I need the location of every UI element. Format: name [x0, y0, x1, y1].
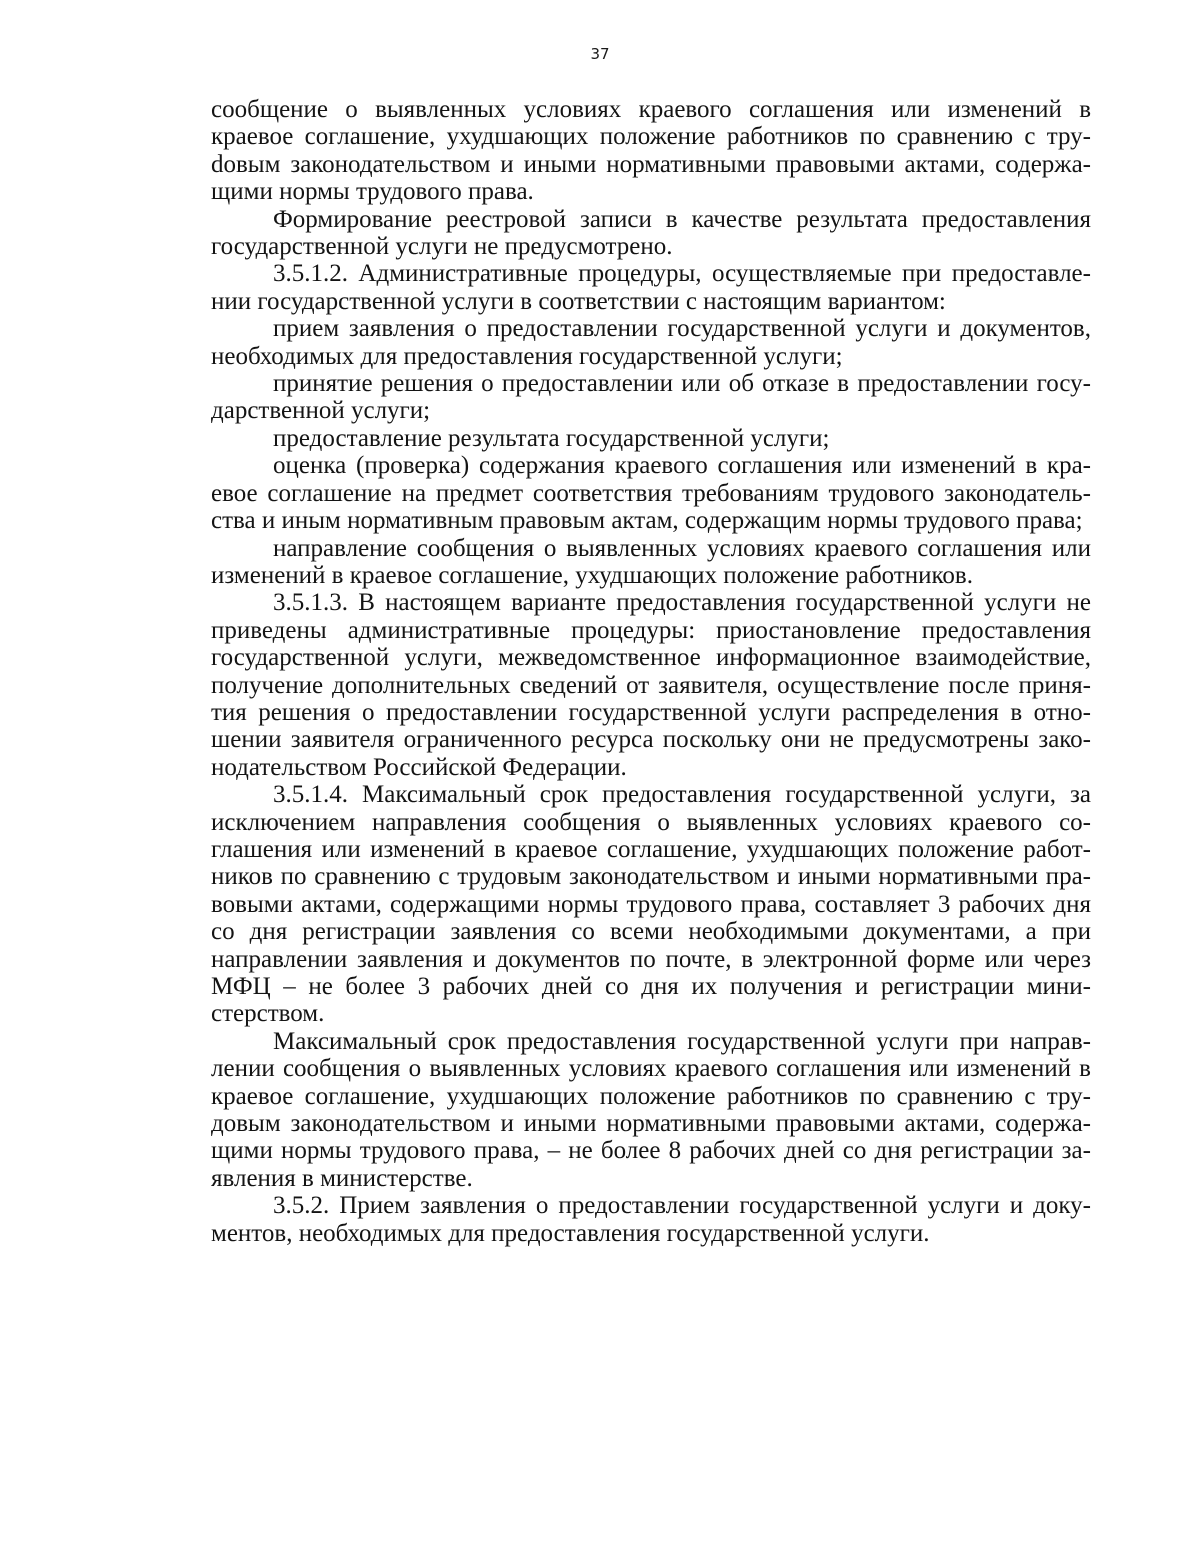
- list-item-application-intake: прием заявления о предоставлении государственной услуги и документов, необходимых для предоставления государственной услуги;: [211, 315, 1091, 370]
- paragraph-max-term: Максимальный срок предоставления государственной услуги при направлении сообщения о выявленных условиях краевого соглашения или изменений в краевое соглашение, ухудшающих положение работников по сравнению с трудовым законодательством и иными нормативными правовыми актами, содержащими нормы трудового права, – не более 8 рабочих дней со дня регистрации заявления в министерстве.: [211, 1027, 1091, 1192]
- paragraph-3-5-1-3: 3.5.1.3. В настоящем варианте предоставления государственной услуги не приведены административные процедуры: приостановление предоставления государственной услуги, межведомственное информационное взаимодействие, получение дополнительных сведений от заявителя, осуществление после принятия решения о предоставлении государственной услуги распределения в отношении заявителя ограниченного ресурса поскольку они не предусмотрены законодательством Российской Федерации.: [211, 589, 1091, 781]
- page-number: 37: [590, 45, 610, 63]
- list-item-assessment: оценка (проверка) содержания краевого соглашения или изменений в краевое соглашение на предмет соответствия требованиям трудового законодательства и иным нормативным правовым актам, содержащим нормы трудового права;: [211, 452, 1091, 535]
- body-text: [211, 96, 1091, 1247]
- paragraph-3-5-1-2: 3.5.1.2. Административные процедуры, осуществляемые при предоставлении государственной услуги в соответствии с настоящим вариантом:: [211, 260, 1091, 315]
- list-item-result-delivery: предоставление результата государственной услуги;: [273, 424, 830, 452]
- list-item-notification: направление сообщения о выявленных условиях краевого соглашения или изменений в краевое соглашение, ухудшающих положение работников.: [211, 534, 1091, 589]
- list-item-decision: принятие решения о предоставлении или об отказе в предоставлении государственной услуги;: [211, 370, 1091, 425]
- paragraph-registry-record: Формирование реестровой записи в качестве результата предоставления государственной услуги не предусмотрено.: [211, 205, 1091, 261]
- paragraph-3-5-1-4: 3.5.1.4. Максимальный срок предоставления государственной услуги, за исключением направления сообщения о выявленных условиях краевого соглашения или изменений в краевое соглашение, ухудшающих положение работников по сравнению с трудовым законодательством и иными нормативными правовыми актами, содержащими нормы трудового права, составляет 3 рабочих дня со дня регистрации заявления со всеми необходимыми документами, а при направлении заявления и документов по почте, в электронной форме или через МФЦ – не более 3 рабочих дней со дня их получения и регистрации министерством.: [211, 781, 1091, 1028]
- paragraph-3-5-2: 3.5.2. Прием заявления о предоставлении государственной услуги и документов, необходимых для предоставления государственной услуги.: [211, 1192, 1091, 1247]
- paragraph-continuation: сообщение о выявленных условиях краевого соглашения или изменений в краевое соглашение, ухудшающих положение работников по сравнению с труdовым законодательством и иными нормативными правовыми актами, содержащими нормы трудового права.: [211, 96, 1091, 206]
